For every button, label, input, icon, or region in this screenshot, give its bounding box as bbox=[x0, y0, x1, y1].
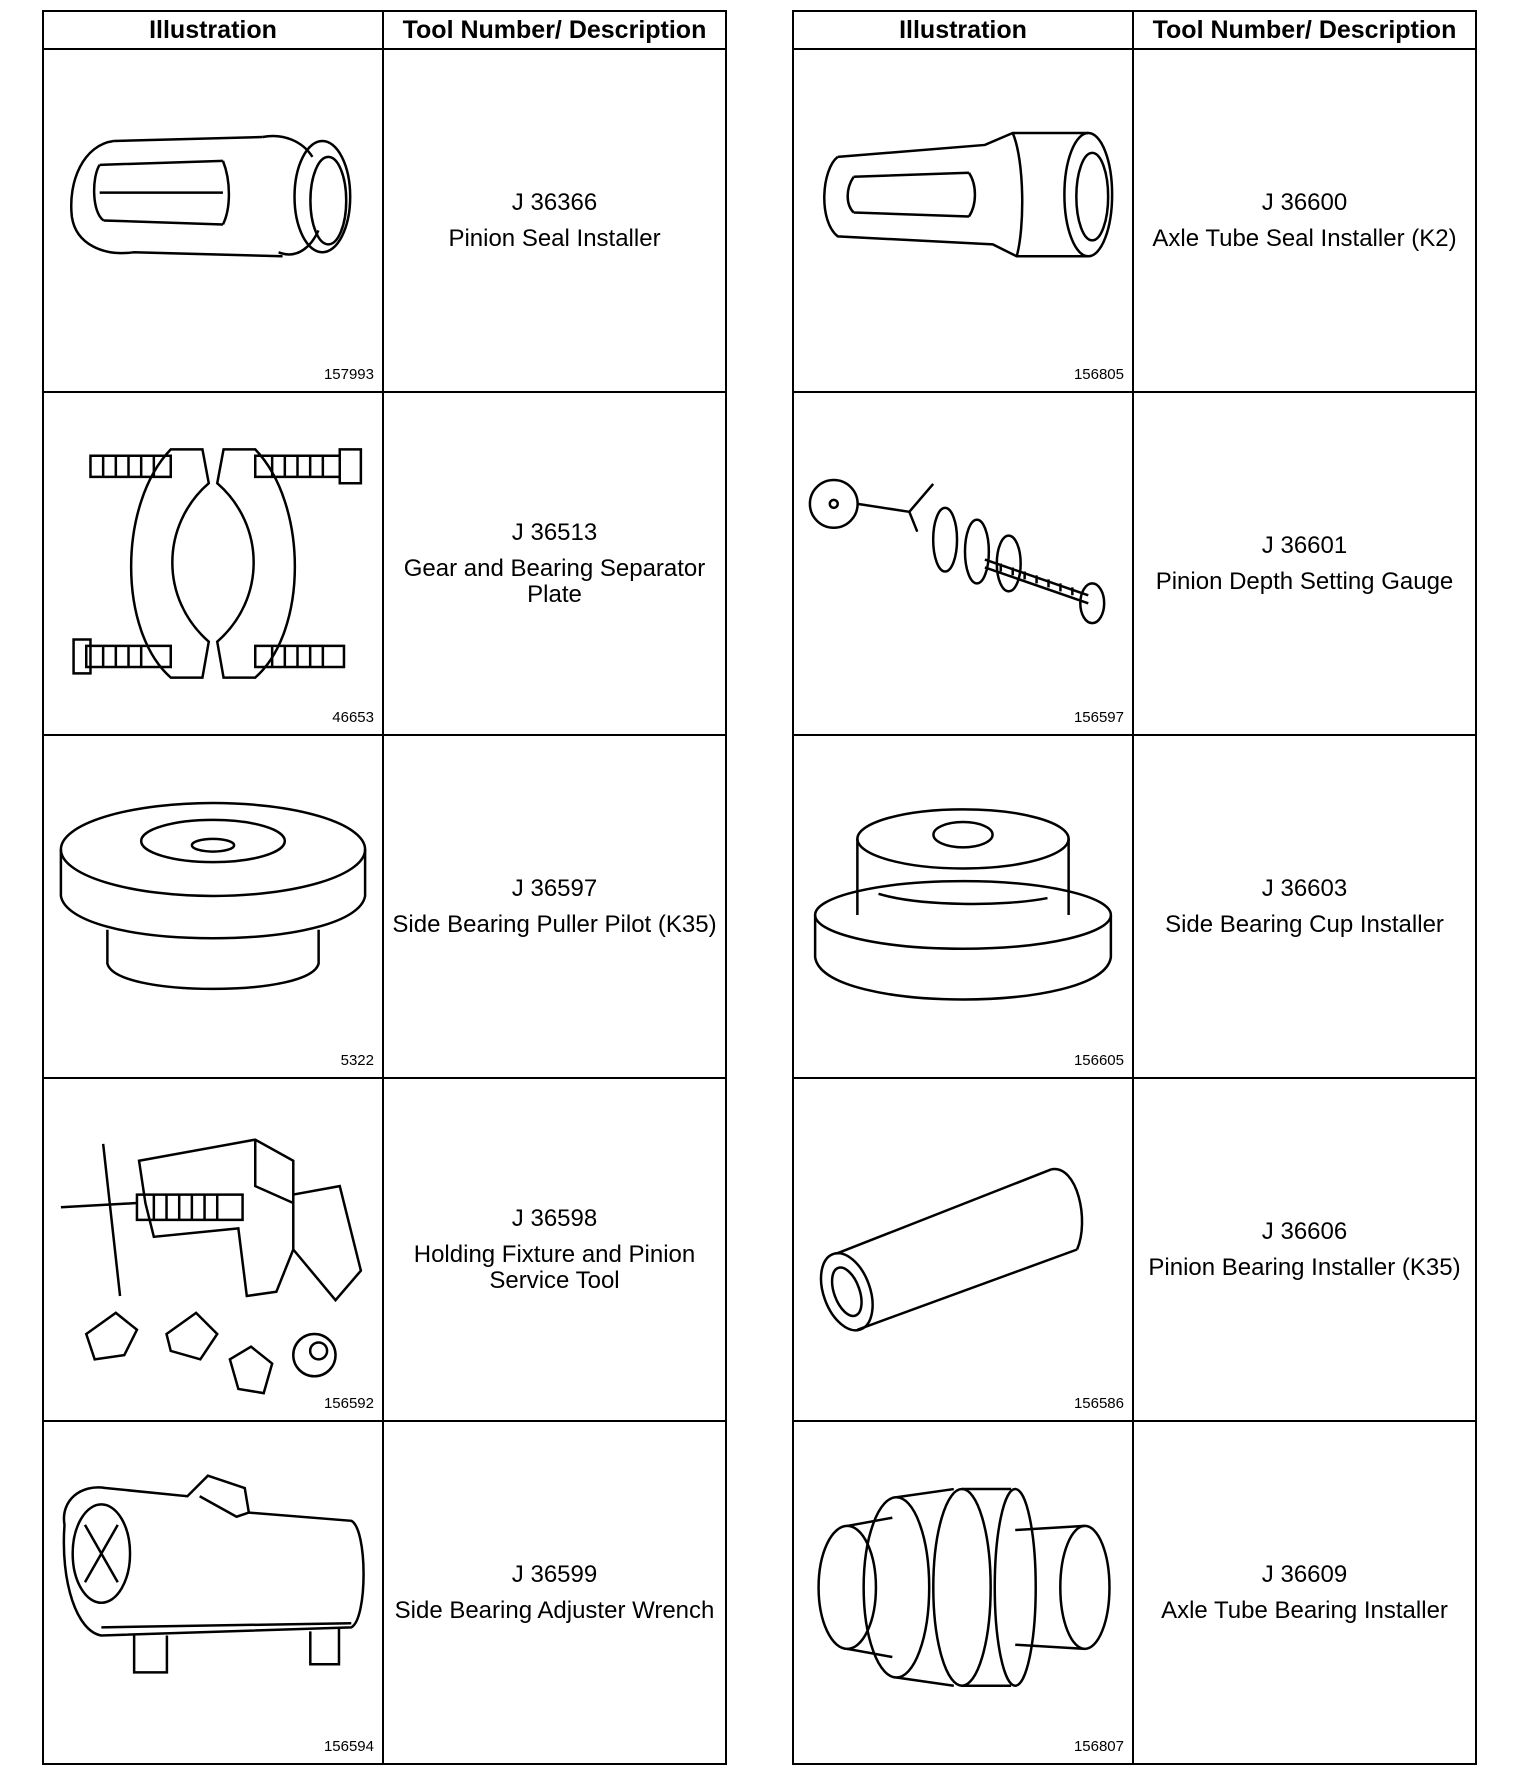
figure-number: 5322 bbox=[340, 1052, 374, 1069]
illustration-cell bbox=[43, 1078, 383, 1421]
figure-number: 156592 bbox=[323, 1395, 374, 1412]
figure-number: 156605 bbox=[1073, 1052, 1124, 1069]
table-row bbox=[793, 392, 1476, 735]
tool-number: J 36603 bbox=[1261, 874, 1348, 902]
axle-tube-bearing-installer-icon bbox=[794, 1422, 1132, 1763]
illustration-cell bbox=[43, 49, 383, 392]
depth-gauge-icon bbox=[794, 393, 1132, 734]
table-row bbox=[793, 1421, 1476, 1764]
tool-name: Axle Tube Bearing Installer bbox=[1161, 1596, 1448, 1624]
table-row bbox=[43, 392, 726, 735]
pinion-bearing-installer-icon bbox=[794, 1079, 1132, 1420]
illustration-header: Illustration bbox=[43, 11, 383, 49]
table-row bbox=[43, 49, 726, 392]
figure-number: 46653 bbox=[332, 709, 374, 726]
tool-number: J 36601 bbox=[1261, 531, 1348, 559]
figure-number: 156594 bbox=[323, 1738, 374, 1755]
axle-tube-seal-installer-icon bbox=[794, 50, 1132, 391]
description-cell bbox=[1133, 392, 1476, 735]
description-cell bbox=[383, 1421, 726, 1764]
tool-name: Gear and Bearing Separator Plate bbox=[403, 554, 706, 608]
illustration-cell bbox=[793, 49, 1133, 392]
tool-number: J 36600 bbox=[1261, 188, 1348, 216]
table-row bbox=[793, 1078, 1476, 1421]
illustration-cell bbox=[793, 392, 1133, 735]
adjuster-wrench-icon bbox=[44, 1422, 382, 1763]
tool-name: Side Bearing Cup Installer bbox=[1165, 910, 1444, 938]
table-row bbox=[43, 735, 726, 1078]
tool-number: J 36606 bbox=[1261, 1217, 1348, 1245]
figure-number: 156807 bbox=[1073, 1738, 1124, 1755]
tool-name: Side Bearing Adjuster Wrench bbox=[394, 1596, 715, 1624]
tool-number: J 36609 bbox=[1261, 1560, 1348, 1588]
pinion-seal-installer-icon bbox=[44, 50, 382, 391]
header-row bbox=[793, 11, 1476, 49]
tool-number: J 36513 bbox=[511, 518, 598, 546]
tool-number: J 36598 bbox=[511, 1204, 598, 1232]
description-cell bbox=[383, 392, 726, 735]
figure-number: 156805 bbox=[1073, 366, 1124, 383]
description-header: Tool Number/ Description bbox=[1133, 11, 1476, 49]
tool-number: J 36599 bbox=[511, 1560, 598, 1588]
figure-number: 156597 bbox=[1073, 709, 1124, 726]
illustration-cell bbox=[793, 1078, 1133, 1421]
description-cell bbox=[1133, 1078, 1476, 1421]
table-row bbox=[793, 49, 1476, 392]
illustration-header: Illustration bbox=[793, 11, 1133, 49]
tool-number: J 36597 bbox=[511, 874, 598, 902]
cup-installer-icon bbox=[794, 736, 1132, 1077]
figure-number: 157993 bbox=[323, 366, 374, 383]
table-row bbox=[793, 735, 1476, 1078]
illustration-cell bbox=[43, 1421, 383, 1764]
tool-name: Pinion Depth Setting Gauge bbox=[1155, 567, 1454, 595]
right-tools-table bbox=[792, 10, 1477, 1765]
description-cell bbox=[1133, 735, 1476, 1078]
tool-name: Pinion Seal Installer bbox=[448, 224, 661, 252]
illustration-cell bbox=[793, 735, 1133, 1078]
header-row bbox=[43, 11, 726, 49]
tool-name: Pinion Bearing Installer (K35) bbox=[1148, 1253, 1461, 1281]
description-cell bbox=[383, 49, 726, 392]
description-cell bbox=[383, 735, 726, 1078]
figure-number: 156586 bbox=[1073, 1395, 1124, 1412]
description-cell bbox=[383, 1078, 726, 1421]
puller-pilot-icon bbox=[44, 736, 382, 1077]
illustration-cell bbox=[43, 392, 383, 735]
left-tools-table bbox=[42, 10, 727, 1765]
table-row bbox=[43, 1078, 726, 1421]
description-header: Tool Number/ Description bbox=[383, 11, 726, 49]
tool-number: J 36366 bbox=[511, 188, 598, 216]
holding-fixture-icon bbox=[44, 1079, 382, 1420]
table-row bbox=[43, 1421, 726, 1764]
description-cell bbox=[1133, 49, 1476, 392]
illustration-cell bbox=[43, 735, 383, 1078]
description-cell bbox=[1133, 1421, 1476, 1764]
illustration-cell bbox=[793, 1421, 1133, 1764]
tool-name: Holding Fixture and Pinion Service Tool bbox=[413, 1240, 696, 1294]
tool-name: Axle Tube Seal Installer (K2) bbox=[1152, 224, 1457, 252]
separator-plate-icon bbox=[44, 393, 382, 734]
tool-name: Side Bearing Puller Pilot (K35) bbox=[392, 910, 717, 938]
